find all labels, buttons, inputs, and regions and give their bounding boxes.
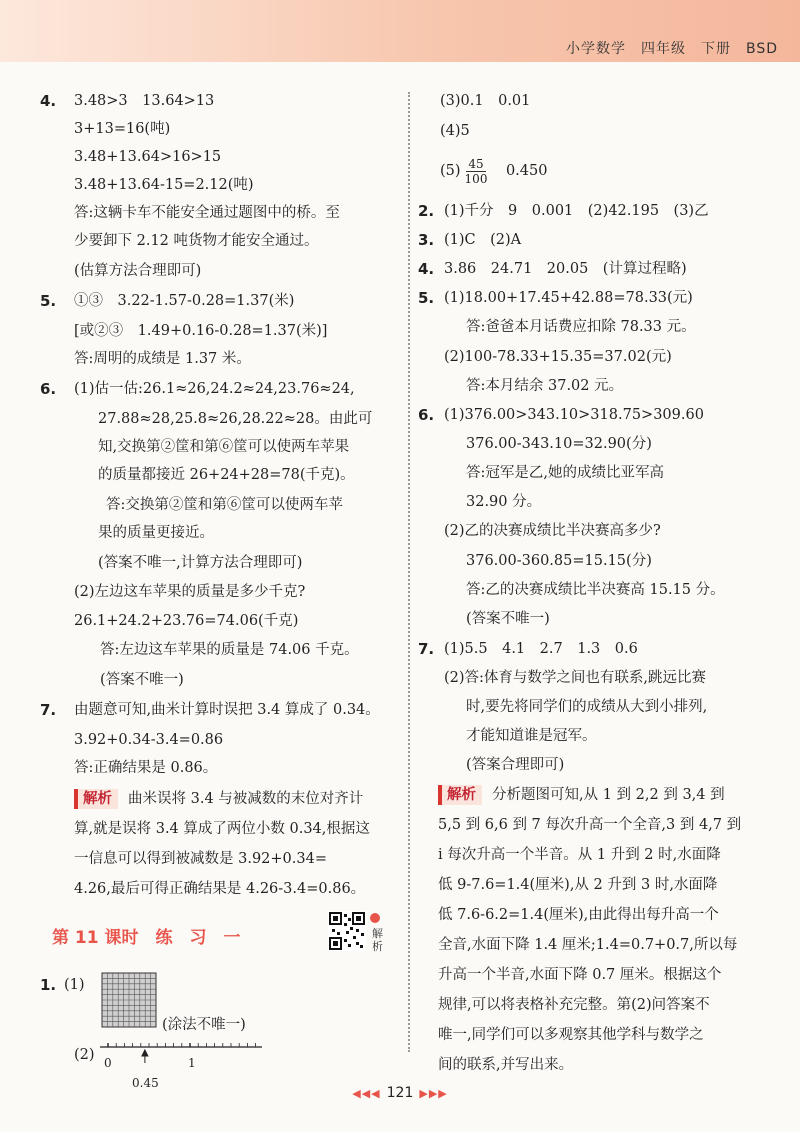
analysis-line: 一信息可以得到被减数是 3.92+0.34= bbox=[74, 851, 327, 867]
answer-line: (1)5.5 4.1 2.7 1.3 0.6 bbox=[444, 641, 638, 657]
qr-code-image bbox=[328, 911, 366, 951]
analysis-line bbox=[74, 789, 363, 809]
prev-arrows-icon: ◀◀◀ bbox=[352, 1087, 381, 1100]
question-number: 4. bbox=[40, 92, 57, 110]
analysis-line: 规律,可以将表格补充完整。第(2)问答案不 bbox=[438, 997, 710, 1013]
question-number: 1. bbox=[40, 976, 57, 994]
number-line-arrow-icon bbox=[142, 1050, 148, 1063]
analysis-line: 唯一,同学们可以多观察其他学科与数学之 bbox=[438, 1027, 704, 1043]
answer-line: 答:爸爸本月话费应扣除 78.33 元。 bbox=[466, 319, 696, 335]
analysis-tag: 解析 bbox=[74, 789, 118, 809]
answer-line: (1)376.00>343.10>318.75>309.60 bbox=[444, 407, 704, 423]
answer-line: 3.92+0.34-3.4=0.86 bbox=[74, 732, 224, 748]
analysis-line: 低 7.6-6.2=1.4(厘米),由此得出每升高一个 bbox=[438, 907, 719, 923]
analysis-line: 间的联系,并写出来。 bbox=[438, 1057, 574, 1073]
number-line-mark-label: 0.45 bbox=[132, 1076, 159, 1090]
number-line-label-1: 1 bbox=[188, 1056, 196, 1070]
qr-code[interactable] bbox=[328, 911, 366, 951]
next-arrows-icon: ▶▶▶ bbox=[419, 1087, 448, 1100]
header-title: 小学数学 四年级 下册 BSD bbox=[565, 41, 778, 57]
question-number: 3. bbox=[418, 231, 435, 249]
answer-line: (2)100-78.33+15.35=37.02(元) bbox=[444, 349, 672, 365]
answer-line: (1)18.00+17.45+42.88=78.33(元) bbox=[444, 290, 693, 306]
answer-line: 知,交换第②筐和第⑥筐可以使两车苹果 bbox=[98, 439, 350, 455]
question-number: 7. bbox=[418, 640, 435, 658]
answer-line: 答:正确结果是 0.86。 bbox=[74, 760, 218, 776]
answer-line: ①③ 3.22-1.57-0.28=1.37(米) bbox=[74, 293, 295, 309]
fraction-denominator: 100 bbox=[464, 171, 488, 186]
answer-line bbox=[440, 153, 547, 189]
fraction-numerator: 45 bbox=[468, 156, 484, 171]
question-number: 6. bbox=[40, 380, 57, 398]
answer-line: (2)左边这车苹果的质量是多少千克? bbox=[74, 584, 306, 600]
answer-line: 3+13=16(吨) bbox=[74, 121, 171, 137]
answer-line: 27.88≈28,25.8≈26,28.22≈28。由此可 bbox=[98, 411, 373, 427]
answer-note: (答案不唯一) bbox=[466, 611, 550, 627]
answer-line: (1)千分 9 0.001 (2)42.195 (3)乙 bbox=[444, 203, 709, 219]
answer-line: [或②③ 1.49+0.16-0.28=1.37(米)] bbox=[74, 323, 328, 339]
qr-label: 解析 bbox=[372, 927, 383, 953]
answer-line: 答:本月结余 37.02 元。 bbox=[466, 378, 624, 394]
answer-line: 答:交换第②筐和第⑥筐可以使两车苹 bbox=[106, 497, 343, 513]
answer-line: 3.48>3 13.64>13 bbox=[74, 93, 215, 109]
answer-line: (1)C (2)A bbox=[444, 232, 522, 248]
page-number: 121 bbox=[386, 1085, 414, 1101]
analysis-line: 5,5 到 6,6 到 7 每次升高一个全音,3 到 4,7 到 bbox=[438, 817, 742, 833]
answer-line: 的质量都接近 26+24+28=78(千克)。 bbox=[98, 467, 355, 483]
answer-note: (估算方法合理即可) bbox=[74, 263, 202, 279]
answer-line: 果的质量更接近。 bbox=[98, 525, 214, 541]
analysis-line: 4.26,最后可得正确结果是 4.26-3.4=0.86。 bbox=[74, 881, 366, 897]
answer-line: (4)5 bbox=[440, 123, 470, 139]
answer-note: (答案不唯一,计算方法合理即可) bbox=[98, 555, 303, 571]
analysis-text: 曲米误将 3.4 与被减数的末位对齐计 bbox=[128, 791, 364, 807]
page-footer bbox=[0, 1085, 800, 1101]
answer-line: (1)估一估:26.1≈26,24.2≈24,23.76≈24, bbox=[74, 381, 355, 397]
sub-question-label: (2) bbox=[74, 1047, 95, 1063]
answer-note: (答案合理即可) bbox=[466, 757, 565, 773]
question-number: 5. bbox=[40, 292, 57, 310]
question-number: 5. bbox=[418, 289, 435, 307]
number-line bbox=[100, 1041, 265, 1081]
answer-line: 3.48+13.64>16>15 bbox=[74, 149, 222, 165]
answer-note: (答案不唯一) bbox=[100, 672, 184, 688]
fraction bbox=[465, 157, 488, 186]
answer-line: 时,要先将同学们的成绩从大到小排列, bbox=[466, 699, 708, 715]
analysis-line: i 每次升高一个半音。从 1 升到 2 时,水面降 bbox=[438, 847, 721, 863]
answer-note: (涂法不唯一) bbox=[162, 1017, 246, 1033]
answer-line: 376.00-343.10=32.90(分) bbox=[466, 436, 652, 452]
answer-line: 答:乙的决赛成绩比半决赛高 15.15 分。 bbox=[466, 582, 725, 598]
answer-line: 376.00-360.85=15.15(分) bbox=[466, 553, 652, 569]
page-header bbox=[0, 0, 800, 62]
answer-line: (2)答:体育与数学之间也有联系,跳远比赛 bbox=[444, 670, 707, 686]
number-line-figure bbox=[100, 1041, 265, 1081]
answer-line: (2)乙的决赛成绩比半决赛高多少? bbox=[444, 523, 661, 539]
answer-line: 才能知道谁是冠军。 bbox=[466, 728, 597, 744]
analysis-tag: 解析 bbox=[438, 785, 482, 805]
answer-line: (3)0.1 0.01 bbox=[440, 93, 531, 109]
answer-line: 答:周明的成绩是 1.37 米。 bbox=[74, 351, 251, 367]
number-line-label-0: 0 bbox=[104, 1056, 112, 1070]
analysis-line: 算,就是误将 3.4 算成了两位小数 0.34,根据这 bbox=[74, 821, 370, 837]
question-number: 2. bbox=[418, 202, 435, 220]
sub-question-label: (5) bbox=[440, 163, 461, 179]
answer-line: 答:左边这车苹果的质量是 74.06 千克。 bbox=[100, 642, 359, 658]
question-number: 6. bbox=[418, 406, 435, 424]
lesson-title: 第 11 课时 练 习 一 bbox=[52, 928, 241, 948]
play-icon bbox=[370, 913, 380, 923]
analysis-line: 低 9-7.6=1.4(厘米),从 2 升到 3 时,水面降 bbox=[438, 877, 718, 893]
question-number: 4. bbox=[418, 260, 435, 278]
answer-line: 答:这辆卡车不能安全通过题图中的桥。至 bbox=[74, 205, 340, 221]
answer-line: 少要卸下 2.12 吨货物才能安全通过。 bbox=[74, 233, 319, 249]
answer-line: 由题意可知,曲米计算时误把 3.4 算成了 0.34。 bbox=[74, 702, 380, 718]
answer-line: 3.86 24.71 20.05 (计算过程略) bbox=[444, 261, 687, 277]
answer-value: 0.450 bbox=[505, 163, 548, 179]
analysis-line: 全音,水面下降 1.4 厘米;1.4=0.7+0.7,所以每 bbox=[438, 937, 738, 953]
column-divider bbox=[408, 92, 410, 1052]
analysis-line: 升高一个半音,水面下降 0.7 厘米。根据这个 bbox=[438, 967, 722, 983]
analysis-line bbox=[438, 785, 725, 805]
answer-line: 答:冠军是乙,她的成绩比亚军高 bbox=[466, 465, 664, 481]
answer-line: 26.1+24.2+23.76=74.06(千克) bbox=[74, 613, 299, 629]
analysis-text: 分析题图可知,从 1 到 2,2 到 3,4 到 bbox=[492, 787, 725, 803]
answer-line: 32.90 分。 bbox=[466, 494, 542, 510]
answer-line: 3.48+13.64-15=2.12(吨) bbox=[74, 177, 254, 193]
sub-question-label: (1) bbox=[64, 977, 85, 993]
question-number: 7. bbox=[40, 701, 57, 719]
